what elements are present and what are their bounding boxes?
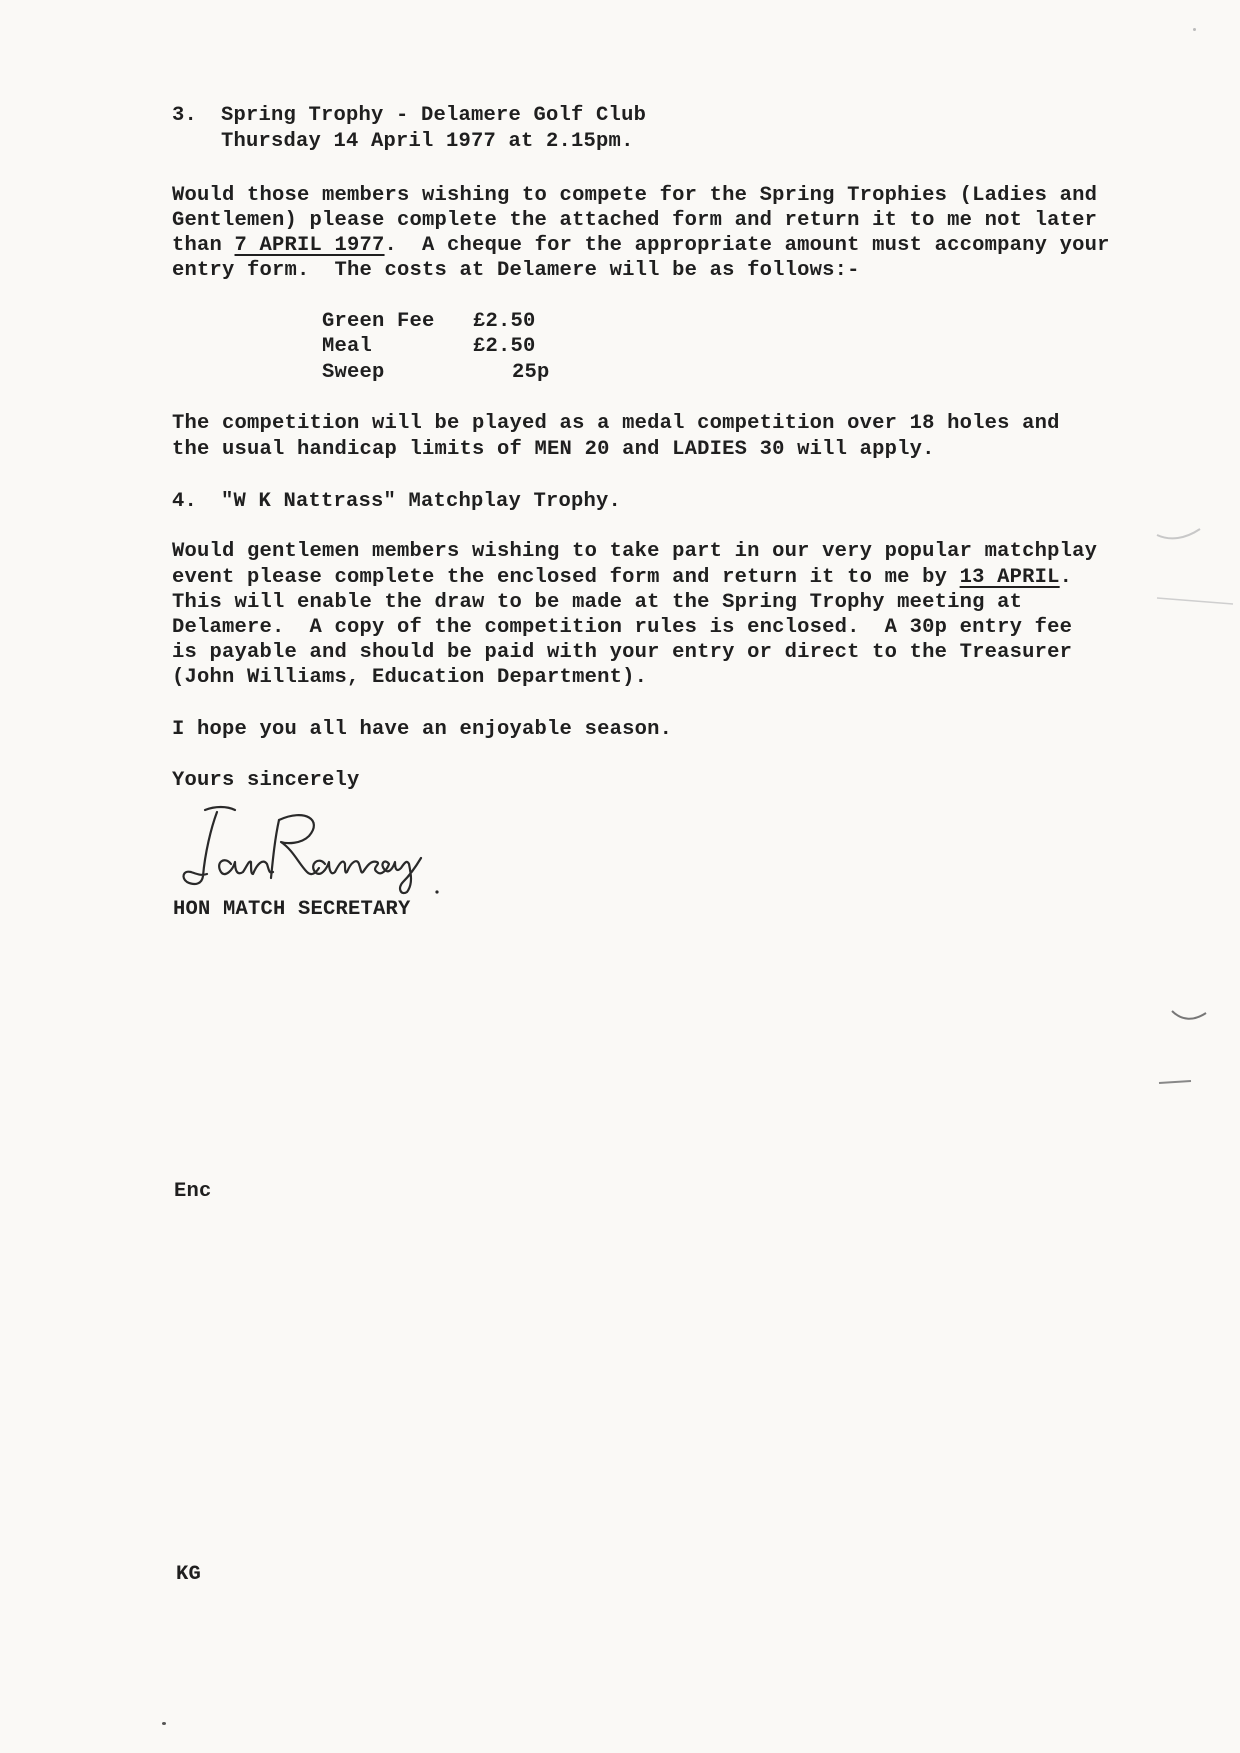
para1-line3-suffix: . A cheque for the appropriate amount must accompany your — [384, 234, 1110, 257]
section-3-title: Spring Trophy - Delamere Golf Club — [221, 104, 647, 127]
cost-value-green-fee: £2.50 — [473, 310, 536, 333]
para3-line3: This will enable the draw to be made at the Spring Trophy meeting at — [172, 591, 1023, 614]
para2-line1: The competition will be played as a medal competition over 18 holes and — [172, 412, 1060, 435]
para1-line3-prefix: than — [172, 234, 235, 257]
para3-line2-prefix: event please complete the enclosed form and return it to me by — [172, 566, 960, 589]
cost-value-meal: £2.50 — [473, 335, 536, 358]
signatory-role: HON MATCH SECRETARY — [173, 898, 411, 921]
margin-mark — [1155, 590, 1235, 610]
para3-line4: Delamere. A copy of the competition rules is enclosed. A 30p entry fee — [172, 616, 1073, 639]
closing-hope: I hope you all have an enjoyable season. — [172, 718, 673, 741]
para3-line2-suffix: . — [1059, 566, 1073, 589]
section-3-date: Thursday 14 April 1977 at 2.15pm. — [221, 130, 634, 153]
section-4-number: 4. — [172, 490, 198, 513]
section-3-number: 3. — [172, 104, 198, 127]
para1-line4: entry form. The costs at Delamere will be as follows:- — [172, 259, 860, 282]
typist-initials: KG — [176, 1563, 202, 1586]
para3-line5: is payable and should be paid with your entry or direct to the Treasurer — [172, 641, 1073, 664]
margin-mark — [1155, 1075, 1195, 1089]
para2-line2: the usual handicap limits of MEN 20 and LADIES 30 will apply. — [172, 438, 935, 461]
enclosure-note: Enc — [174, 1180, 212, 1203]
sign-off: Yours sincerely — [172, 769, 360, 792]
para1-line3 — [172, 234, 1110, 257]
para3-line2 — [172, 566, 1072, 589]
para3-line6: (John Williams, Education Department). — [172, 666, 648, 689]
cost-value-sweep: 25p — [512, 361, 550, 384]
signature-image — [175, 798, 445, 898]
para1-line2: Gentlemen) please complete the attached form and return it to me not later — [172, 209, 1098, 232]
speck-mark — [1193, 28, 1196, 31]
section-4-title: "W K Nattrass" Matchplay Trophy. — [221, 490, 622, 513]
matchplay-deadline: 13 APRIL — [959, 566, 1060, 589]
margin-mark — [1170, 1005, 1210, 1025]
cost-label-sweep: Sweep — [322, 361, 385, 384]
cost-label-green-fee: Green Fee — [322, 310, 435, 333]
spring-deadline: 7 APRIL 1977 — [234, 234, 385, 257]
para1-line1: Would those members wishing to compete for the Spring Trophies (Ladies and — [172, 184, 1098, 207]
margin-mark — [1155, 525, 1205, 545]
cost-label-meal: Meal — [322, 335, 373, 358]
para3-line1: Would gentlemen members wishing to take part in our very popular matchplay — [172, 540, 1098, 563]
speck-mark — [162, 1722, 166, 1725]
